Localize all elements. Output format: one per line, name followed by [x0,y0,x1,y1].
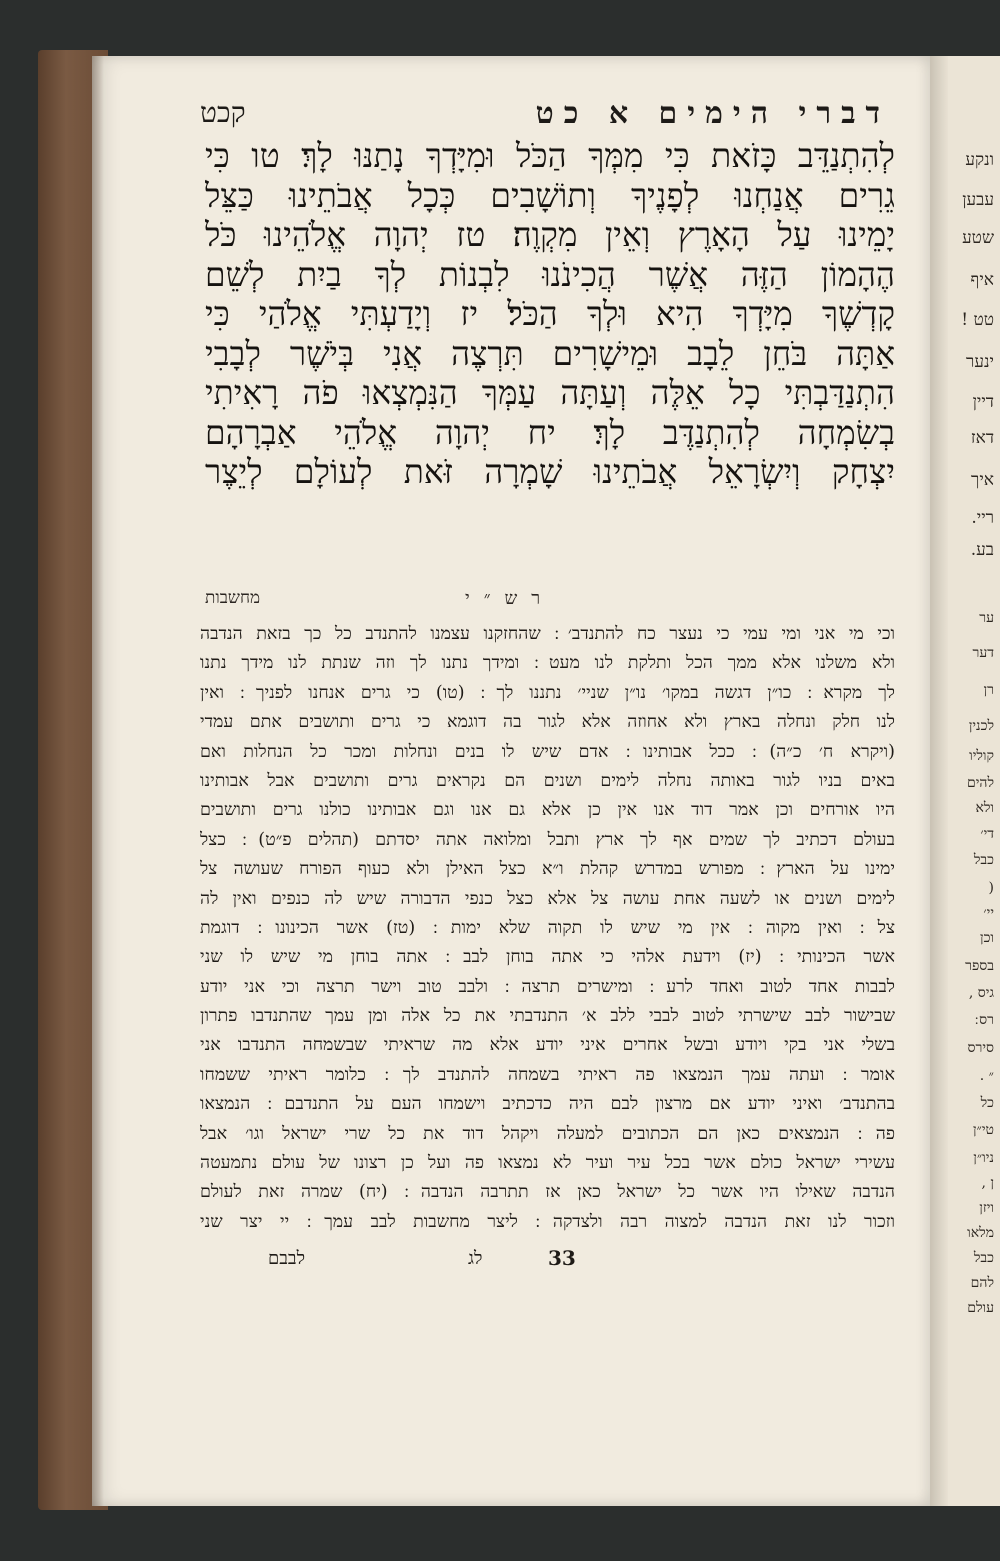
biblical-text-line: לְהִתְנַדֵּב כָּזֹאת כִּי מִמְּךָ הַכֹּל וּמִיָּדְךָ נָתַנּוּ לָךְ׃ טו כִּי [205,136,895,175]
commentary-line: וכי מי אני ומי עמי כי נעצר כח להתנדב׳ ׃ שהחזקנו עצמנו להתנדב כל כך בזאת הנדבה [200,624,895,644]
footer-catchword: לבבם [268,1248,306,1269]
biblical-text-block [205,136,895,492]
signature-hebrew-number: לג [468,1248,483,1269]
commentary-text-block [200,620,895,1237]
commentary-line: צל ׃ ואין מקוה ׃ אין מי שיש לו תקוה שלא ימות ׃ (טז) אשר הכינונו ׃ דוגמת [200,917,895,938]
commentary-line: בשלי אני בקי ויודע ובשל אחרים איני יודע אלא מה שראיתי שבשמחה התנדבו אני [200,1035,895,1056]
biblical-text-line: קָדְשֶׁךָ מִיָּדְךָ הִיא וּלְךָ הַכֹּל׃ יז וְיָדַעְתִּי אֱלֹהַי כִּי [205,294,895,333]
folio-number: קכט [200,96,246,129]
commentary-line: לך מקרא ׃ כו״ן דגשה במקו׳ נו״ן שניי׳ נתננו לך ׃ (טו) כי גרים אנחנו לפניך ׃ ואין [200,682,895,703]
commentary-line: לבבות אחד לטוב ואחד לרע ׃ ומישרים תרצה ׃ ולבב טוב וישר תרצה וכי אני יודע [200,976,895,997]
commentary-line: לימים ושנים או לשעה אחת עושה צל אלא כצל כנפי הדבורה שיש לה כנפים ואין לה [200,888,895,909]
facing-page-fragment: מלאו [967,1225,994,1241]
commentary-line: ולא משלנו אלא ממך הכל ותלקת לנו מעט ׃ ומידך נתנו לך וזה שנתת לנו מידך נתנו [200,653,895,674]
facing-page-fragment: בספר [965,958,994,974]
facing-page-fragment: לכנין [968,718,994,734]
signature-footer [200,1248,890,1278]
biblical-text-line: הִתְנַדַּבְתִּי כָל אֵלֶּה וְעַתָּה עַמְּךָ הַנִּמְצְאוּ פֹה רָאִיתִי [205,373,895,412]
commentary-line: אשר הכינותי ׃ (יז) וידעת אלהי כי אתה בוחן לבב ׃ אתה בוחן מי שיש לו שני [200,947,895,968]
facing-page-fragment: רס ׃ [974,1012,994,1028]
facing-page-fragment: די׳ [980,826,994,842]
facing-page-fragment: דער [972,645,994,661]
biblical-text-line: בְשִׂמְחָה לְהִתְנַדֶּב לָךְ׃ יח יְהוָה אֱלֹהֵי אַבְרָהָם [205,412,895,452]
commentary-line: עשירי ישראל כולם אשר בכל עיר ועיר לא נמצאו פה ועל כן רצונו של עולם נתמעטה [200,1153,895,1174]
facing-page-fragment: בע. [970,540,994,560]
commentary-line: היו אורחים וכן אמר דוד אנו אין כן אלא גם אנו וגם אבותינו כולנו גרים ותושבים [200,800,895,821]
facing-page-fragment: רן [983,682,994,698]
commentary-line: באים בניו לגור באותה נחלה לימים ושנים הם נקראים גרים ותושבים אבל אבותינו [200,770,895,791]
facing-page-fragment: ער [979,610,994,626]
facing-page-fragment: להים [966,775,994,791]
facing-page-fragment: איף [970,270,994,290]
commentary-line: שבישור לבב שישרתי לטוב לבבי ללב א׳ התנדבתי את כל אלה ומן עמך שהתנדבו פתרון [200,1006,895,1027]
facing-page-fragment: ״ . [979,1068,994,1084]
commentary-line: בהתנדב׳ ואיני יודע אם מרצון לבם היה כדכתיב וישמחו העם על התנדבם ׃ הנמצאו [200,1094,895,1115]
facing-page-fragment: כבל [973,852,994,868]
facing-page-fragment: ׃( [988,880,994,896]
commentary-title: רש״י [465,588,555,609]
facing-page-fragment: שטע [962,228,994,248]
facing-page-fragment: כבל [973,1250,994,1266]
facing-page-fragment: ריי. [971,508,994,528]
facing-page-fragment: דאז [970,428,994,448]
commentary-line: בעולם דכתיב לך שמים אף לך ארץ ותבל ומלואה אתה יסדתם (תהלים פ״ט) ׃ כצל [200,829,895,850]
commentary-line: לנו חלק ונחלה בארץ ולא אחוזה אלא לגור בה דוגמא כי גרים ותושבים אתם עמדי [200,712,895,733]
commentary-line: פה ׃ הנמצאים כאן הם הכתובים למעלה ויקהל דוד את כל שרי ישראל וגו׳ אבל [200,1123,895,1144]
biblical-text-line: אַתָּה בֹּחֵן לֵבָב וּמֵישָׁרִים תִּרְצֶה אֲנִי בְּיֹשֶׁר לְבָבִי [205,333,895,373]
facing-page-fragment: ן , [981,1175,994,1191]
running-head [200,96,890,136]
commentary-line: (ויקרא ח׳ כ״ה) ׃ ככל אבותינו ׃ אדם שיש לו בנים ונחלות ומכר כל הנחלות ואם [200,741,895,762]
commentary-catchword: מחשבות [205,588,261,608]
facing-page-fragment: ונקע [965,150,994,170]
biblical-text-line: גֵרִים אֲנַחְנוּ לְפָנֶיךָ וְתוֹשָׁבִים כְּכָל אֲבֹתֵינוּ כַּצֵּל [205,175,895,215]
facing-page [948,56,1000,1506]
facing-page-fragment: ניו״ן [973,1150,994,1166]
facing-page-fragment: עולם [967,1300,994,1316]
facing-page-fragment: גיס , [968,985,994,1001]
facing-page-fragment: וכן [980,930,994,946]
facing-page-fragment: ינער [966,352,994,372]
facing-page-fragment: קוליו [969,748,994,764]
running-head-title: דברי הימים א כט [535,96,890,131]
biblical-text-line: יִצְחָק וְיִשְׂרָאֵל אֲבֹתֵינוּ שָׁמְרָה זֹּאת לְעוֹלָם לְיֵצֶר [205,452,895,491]
facing-page-fragment: ויזן [979,1200,994,1216]
facing-page-fragment: טט ! [961,310,994,330]
facing-page-fragment: עבען [962,190,994,210]
facing-page-fragment: דיין [972,392,994,412]
page-edge-shadow [92,56,104,1506]
facing-page-fragment: להם [970,1275,994,1291]
facing-page-fragment: טי״ן [972,1122,994,1138]
facing-page-fragment: איך [970,470,994,490]
biblical-text-line: יָמֵינוּ עַל הָאָרֶץ וְאֵין מִקְוֶה׃ טז יְהוָה אֱלֹהֵינוּ כֹּל [205,215,895,254]
facing-page-fragment: כל [980,1095,994,1111]
commentary-line: אומר ׃ ועתה עמך הנמצאו פה ראיתי בשמחה להתנדב לך ׃ כלומר ראיתי ששמחו [200,1064,895,1085]
facing-page-fragment: סירס [967,1040,994,1056]
commentary-line: הנדבה שאילו היו אשר כל ישראל כאן אז תתרבה הנדבה ׃ (יח) שמרה זאת לעולם [200,1182,895,1203]
biblical-text-line: הֶהָמוֹן הַזֶּה אֲשֶׁר הֲכִינֹנוּ לִבְנוֹת לְךָ בַיִת לְשֵׁם [205,254,895,294]
signature-arabic-number: 33 [548,1246,576,1270]
commentary-line: ימינו על הארץ ׃ מפורש במדרש קהלת ו״א כצל האילן ולא כעוף הפורח שעושה צל [200,859,895,880]
facing-page-fragment: ולא [975,800,994,816]
commentary-heading [205,588,895,614]
facing-page-fragment: יי׳ [983,905,994,921]
commentary-line: וזכור לנו זאת הנדבה למצוה רבה ולצדקה ׃ ליצר מחשבות לבב עמך ׃ יי יצר שני [200,1211,895,1232]
